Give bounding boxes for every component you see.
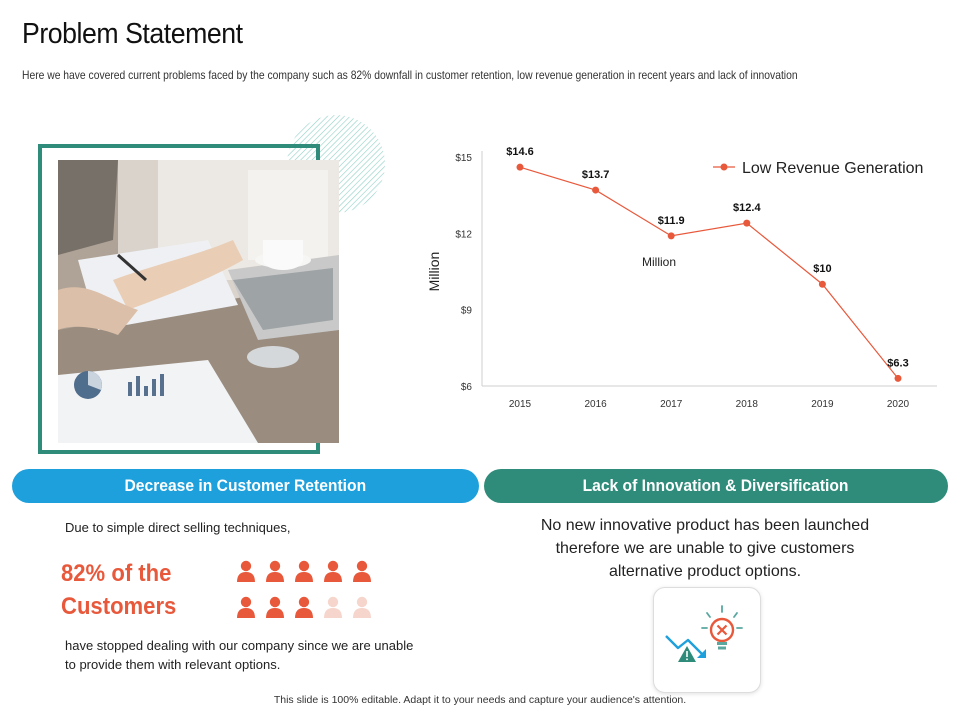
person-icon	[353, 597, 371, 618]
x-tick-label: 2020	[886, 399, 910, 410]
retention-stat	[61, 557, 176, 623]
failed-idea-icon	[654, 588, 760, 692]
customer-retention-header	[12, 469, 479, 503]
data-label: $14.6	[506, 146, 534, 159]
innovation-header	[484, 469, 948, 503]
data-point	[743, 220, 750, 227]
retention-stat-line2: Customers	[61, 593, 177, 620]
y-tick-label: $12	[455, 229, 472, 241]
retention-outro-line2: to provide them with relevant options.	[65, 657, 281, 672]
data-point	[517, 164, 524, 171]
x-tick-label: 2016	[584, 399, 607, 410]
x-tick-label: 2015	[508, 399, 532, 410]
person-icon	[324, 561, 342, 582]
retention-intro-text: Due to simple direct selling techniques,	[65, 520, 291, 535]
series-line	[520, 167, 898, 378]
person-icon	[353, 561, 371, 582]
person-icon	[324, 597, 342, 618]
chart-annotation: Million	[641, 255, 677, 269]
x-tick-label: 2017	[660, 399, 683, 410]
data-point	[668, 232, 675, 239]
innovation-header-label: Lack of Innovation & Diversification	[583, 476, 849, 495]
data-point	[895, 375, 902, 382]
y-axis-label: Million	[426, 251, 442, 292]
data-label: $6.3	[887, 357, 909, 370]
person-icon	[295, 561, 313, 582]
x-tick-label: 2019	[811, 399, 834, 410]
y-tick-label: $9	[460, 305, 472, 317]
x-tick-label: 2018	[735, 399, 758, 410]
data-point	[592, 187, 599, 194]
slide-footer: This slide is 100% editable. Adapt it to your needs and capture your audience's attention.	[273, 694, 687, 706]
person-icon	[237, 597, 255, 618]
y-tick-label: $6	[460, 382, 472, 393]
data-label: $10	[813, 263, 832, 276]
data-point	[819, 281, 826, 288]
data-label: $13.7	[581, 169, 610, 182]
innovation-line3: alternative product options.	[608, 563, 802, 580]
innovation-text	[520, 514, 890, 583]
legend	[713, 160, 923, 177]
innovation-line1: No new innovative product has been launched	[540, 517, 870, 534]
revenue-line-chart	[415, 135, 945, 425]
slide-title: Problem Statement	[22, 18, 243, 50]
innovation-line2: therefore we are unable to give customers	[555, 540, 855, 557]
person-icon	[266, 597, 284, 618]
slide-subtitle: Here we have covered current problems faced by the company such as 82% downfall in customer retention, low revenue generation in recent years and lack of innovation	[22, 68, 798, 82]
data-label: $11.9	[657, 214, 685, 227]
person-icon	[266, 561, 284, 582]
retention-outro-text	[65, 636, 445, 674]
y-tick-label: $15	[455, 153, 472, 164]
data-label: $12.4	[733, 202, 761, 215]
retention-stat-line1: 82% of the	[61, 560, 172, 587]
customer-retention-header-label: Decrease in Customer Retention	[124, 476, 367, 495]
y-axis	[455, 151, 482, 393]
person-icon	[237, 561, 255, 582]
x-axis	[482, 386, 937, 410]
legend-swatch-dot	[721, 164, 728, 171]
person-icon	[295, 597, 313, 618]
business-meeting-photo	[58, 160, 339, 443]
failed-idea-icon-card	[653, 587, 761, 693]
retention-outro-line1: have stopped dealing with our company since we are unable	[65, 638, 414, 653]
people-pictograph	[236, 560, 386, 622]
legend-entry: Low Revenue Generation	[742, 160, 924, 177]
